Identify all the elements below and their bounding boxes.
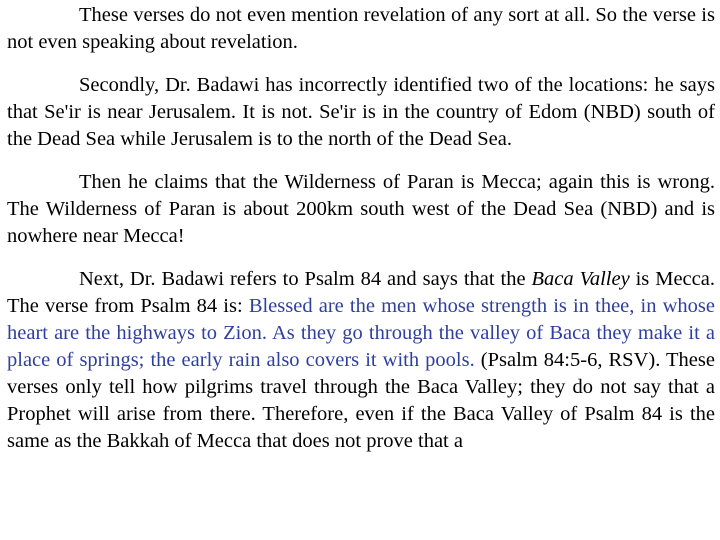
document-body	[7, 2, 715, 455]
paragraph-psalm-84	[7, 266, 715, 455]
paragraph-revelation: These verses do not even mention revelation of any sort at all. So the verse is not even speaking about revelation.	[7, 4, 715, 53]
paragraph-locations: Secondly, Dr. Badawi has incorrectly identified two of the locations: he says that Se'ir is near Jerusalem. It is not. Se'ir is in the country of Edom (NBD) south of the Dead Sea while Jerusalem is to the north of the Dead Sea.	[7, 74, 715, 150]
paragraph-paran: Then he claims that the Wilderness of Paran is Mecca; again this is wrong. The Wilderness of Paran is about 200km south west of the Dead Sea (NBD) and is nowhere near Mecca!	[7, 171, 715, 247]
psalm-intro-text: Next, Dr. Badawi refers to Psalm 84 and says that the	[79, 268, 532, 290]
psalm-lead-text: is Mecca. The verse from Psalm 84 is:	[7, 268, 715, 317]
baca-valley-italic: Baca Valley	[531, 268, 630, 290]
psalm-quote: Blessed are the men whose strength is in thee, in whose heart are the highways to Zion. As they go through the valley of Baca they make it a place of springs; the early rain also covers it with pools.	[7, 295, 715, 371]
psalm-commentary-text: (Psalm 84:5-6, RSV). These verses only tell how pilgrims travel through the Baca Valley; they do not say that a Prophet will arise from there. Therefore, even if the Baca Valley of Psalm 84 is the same as the Bakkah of Mecca that does not prove that a	[7, 349, 715, 452]
